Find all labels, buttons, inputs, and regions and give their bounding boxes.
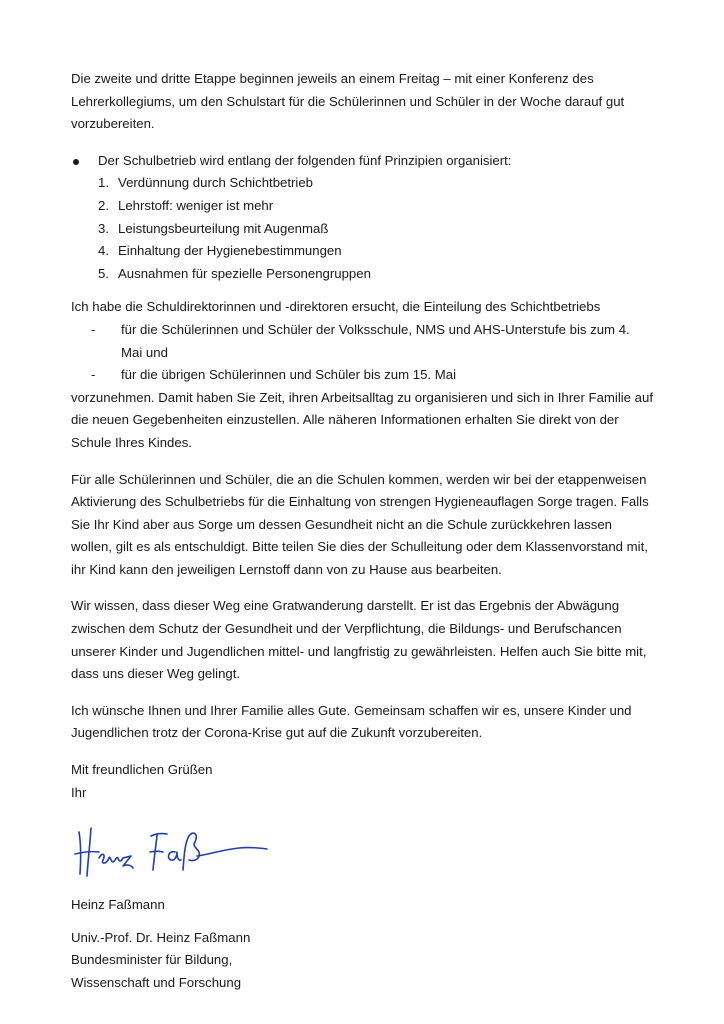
paragraph-wishes: Ich wünsche Ihnen und Ihrer Familie alles Gute. Gemeinsam schaffen wir es, unsere Kinder und Jugendlichen trotz der Corona-Krise gut auf die Zukunft vorzubereiten. — [71, 702, 632, 741]
principle-number: 1. — [98, 175, 109, 191]
dash-marker: - — [91, 321, 96, 337]
dash-text: für die übrigen Schülerinnen und Schüler bis zum 15. Mai — [121, 367, 457, 383]
bullet-text: Der Schulbetrieb wird entlang der folgenden fünf Prinzipien organisiert: — [98, 152, 512, 168]
principle-item — [98, 240, 654, 263]
principle-number: 5. — [98, 265, 109, 281]
signatory-title-line: Bundesminister für Bildung, — [71, 952, 233, 968]
dash-marker: - — [91, 367, 96, 383]
signatory-title-line: Wissenschaft und Forschung — [71, 975, 242, 990]
signature-image — [71, 818, 271, 884]
principle-item — [98, 195, 654, 218]
principle-text: Lehrstoff: weniger ist mehr — [118, 197, 274, 213]
dash-item — [71, 364, 654, 387]
closing-ihr: Ihr — [71, 784, 87, 800]
principle-number: 4. — [98, 243, 109, 259]
paragraph-balance: Wir wissen, dass dieser Weg eine Gratwanderung darstellt. Er ist das Ergebnis der Abwägung zwischen dem Schutz der Gesundheit und der Verpflichtung, die Bildungs- und Berufschancen unserer Kinder und Jugendlichen mittel- und langfristig zu gewährleisten. Helfen auch Sie bitte mit, dass uns dieser Weg gelingt. — [71, 598, 647, 682]
handwritten-signature — [71, 818, 654, 884]
principle-number: 2. — [98, 197, 109, 213]
principle-text: Verdünnung durch Schichtbetrieb — [118, 175, 314, 191]
principle-text: Einhaltung der Hygienebestimmungen — [118, 243, 342, 259]
principle-text: Ausnahmen für spezielle Personengruppen — [118, 265, 371, 281]
paragraph-hygiene: Für alle Schülerinnen und Schüler, die an die Schulen kommen, werden wir bei der etappenweisen Aktivierung des Schulbetriebs für die Einhaltung von strengen Hygieneauflagen Sorge tragen. Falls Sie Ihr Kind aber aus Sorge um dessen Gesundheit nicht an die Schule zurückkehren lassen wollen, gilt es als entschuldigt. Bitte teilen Sie dies der Schulleitung oder dem Klassenvorstand mit, ihr Kind kann den jeweiligen Lernstoff dann von zu Hause aus bearbeiten. — [71, 471, 649, 577]
bullet-item — [71, 150, 654, 286]
paragraph-organize: vorzunehmen. Damit haben Sie Zeit, ihren Arbeitsalltag zu organisieren und sich in Ihrer Familie auf die neuen Gegebenheiten einzustellen. Alle näheren Informationen erhalten Sie direkt von der Schule Ihres Kindes. — [71, 389, 654, 450]
dash-item — [71, 319, 654, 364]
principles-numbered-list — [98, 172, 654, 285]
bullet-dot-icon — [73, 159, 79, 165]
closing-greeting: Mit freundlichen Grüßen — [71, 762, 213, 778]
deadline-dash-list — [71, 319, 654, 387]
principle-number: 3. — [98, 220, 109, 236]
dash-text: für die Schülerinnen und Schüler der Volksschule, NMS und AHS-Unterstufe bis zum 4. Mai und — [121, 321, 630, 360]
principles-bullet-list — [71, 150, 654, 286]
principle-item — [98, 218, 654, 241]
principle-item — [98, 172, 654, 195]
paragraph-intro: Die zweite und dritte Etappe beginnen jeweils an einem Freitag – mit einer Konferenz des Lehrerkollegiums, um den Schulstart für die Schülerinnen und Schüler in der Woche darauf gut vorzubereiten. — [71, 71, 625, 132]
principle-item — [98, 263, 654, 286]
signatory-title-line: Univ.-Prof. Dr. Heinz Faßmann — [71, 929, 251, 945]
principle-text: Leistungsbeurteilung mit Augenmaß — [118, 220, 329, 236]
paragraph-directors: Ich habe die Schuldirektorinnen und -direktoren ersucht, die Einteilung des Schichtbetriebs — [71, 299, 601, 315]
signatory-name: Heinz Faßmann — [71, 897, 165, 913]
